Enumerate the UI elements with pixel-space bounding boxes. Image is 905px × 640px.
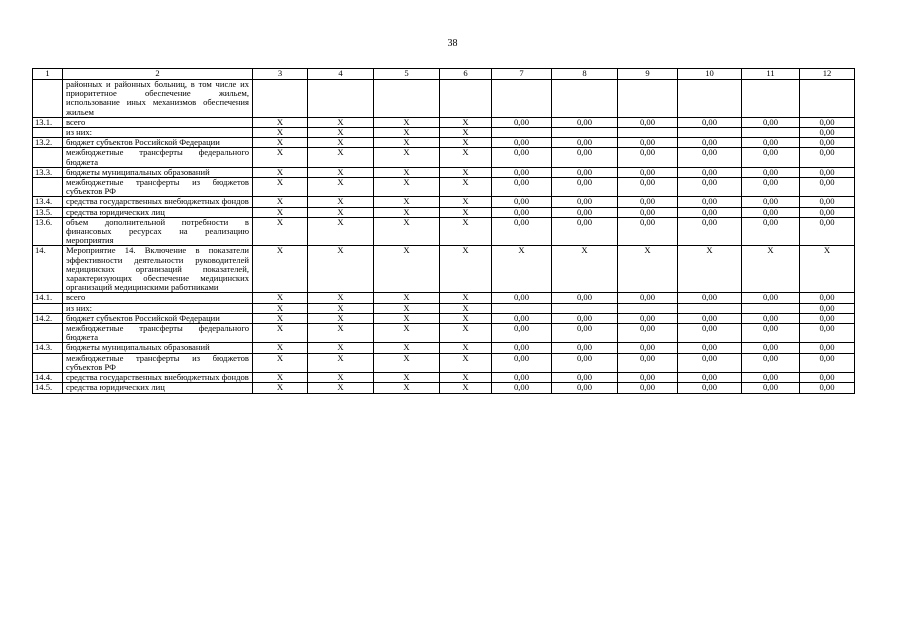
row-description: бюджет субъектов Российской Федерации [63,138,253,148]
table-cell: X [308,128,374,138]
table-cell: 0,00 [678,117,742,127]
table-cell: X [253,117,308,127]
table-cell: X [374,167,440,177]
row-number: 13.2. [33,138,63,148]
table-row [33,207,855,217]
table-cell: X [618,246,678,293]
table-cell [618,303,678,313]
table-cell: 0,00 [742,383,800,393]
table-cell: 0,00 [618,293,678,303]
table-cell: X [374,217,440,246]
table-cell: 0,00 [552,313,618,323]
table-cell: X [440,178,492,197]
table-cell: X [374,373,440,383]
table-cell: 0,00 [618,197,678,207]
table-cell: 0,00 [678,197,742,207]
table-row [33,303,855,313]
table-cell: X [440,353,492,372]
table-cell: X [253,343,308,353]
table-row [33,246,855,293]
table-cell: X [440,197,492,207]
table-cell: X [440,313,492,323]
table-cell: 0,00 [742,167,800,177]
table-cell: 0,00 [492,138,552,148]
table-cell: 0,00 [800,178,855,197]
table-cell: 0,00 [800,167,855,177]
table-cell: 0,00 [742,138,800,148]
column-header: 3 [253,69,308,80]
table-cell: X [253,148,308,167]
table-cell: 0,00 [800,197,855,207]
table-cell: 0,00 [800,353,855,372]
column-header: 2 [63,69,253,80]
row-description: средства государственных внебюджетных фондов [63,373,253,383]
table-row [33,128,855,138]
table-cell: X [800,246,855,293]
table-cell: 0,00 [678,383,742,393]
table-cell: X [253,138,308,148]
table-cell: 0,00 [618,138,678,148]
column-header: 4 [308,69,374,80]
table-cell: 0,00 [742,324,800,343]
table-cell: 0,00 [742,197,800,207]
table-cell: 0,00 [678,343,742,353]
table-cell: X [308,178,374,197]
row-description: бюджеты муниципальных образований [63,343,253,353]
table-cell: 0,00 [552,197,618,207]
table-cell: 0,00 [742,117,800,127]
table-row [33,313,855,323]
table-cell [552,80,618,118]
table-cell: X [308,324,374,343]
table-cell [742,80,800,118]
table-cell: X [552,246,618,293]
row-description: из них: [63,128,253,138]
table-cell: X [374,138,440,148]
table-cell: 0,00 [552,383,618,393]
table-cell: 0,00 [552,117,618,127]
table-cell: 0,00 [552,138,618,148]
table-cell: 0,00 [800,324,855,343]
table-cell: 0,00 [742,373,800,383]
table-cell: 0,00 [618,373,678,383]
table-cell: 0,00 [492,117,552,127]
table-cell: 0,00 [678,313,742,323]
table-cell: 0,00 [678,207,742,217]
table-header-row [33,69,855,80]
column-header: 9 [618,69,678,80]
table-cell: 0,00 [552,324,618,343]
column-header: 8 [552,69,618,80]
table-cell: X [374,324,440,343]
table-row [33,197,855,207]
column-header: 11 [742,69,800,80]
table-cell [678,80,742,118]
table-cell [678,303,742,313]
table-cell: X [308,373,374,383]
table-cell [253,80,308,118]
page-number: 38 [447,38,458,49]
row-description: средства юридических лиц [63,207,253,217]
table-cell: 0,00 [800,373,855,383]
table-cell: 0,00 [618,217,678,246]
table-cell [742,303,800,313]
table-cell [552,303,618,313]
table-cell: 0,00 [492,373,552,383]
table-cell: X [308,313,374,323]
table-cell: 0,00 [618,324,678,343]
table-cell: 0,00 [492,167,552,177]
table-cell [552,128,618,138]
table-cell: X [253,167,308,177]
row-number [33,353,63,372]
table-cell: 0,00 [618,313,678,323]
table-cell: 0,00 [742,178,800,197]
table-cell: 0,00 [678,178,742,197]
row-description: средства юридических лиц [63,383,253,393]
row-number: 13.3. [33,167,63,177]
table-cell: 0,00 [492,353,552,372]
table-cell [492,303,552,313]
table-cell: X [374,353,440,372]
table-cell: X [308,138,374,148]
column-header: 1 [33,69,63,80]
table-cell: 0,00 [678,138,742,148]
column-header: 6 [440,69,492,80]
row-number: 14.1. [33,293,63,303]
table-cell: X [308,117,374,127]
table-cell: X [308,246,374,293]
row-number [33,303,63,313]
table-cell [678,128,742,138]
table-cell: X [253,353,308,372]
table-cell: X [374,128,440,138]
row-number [33,80,63,118]
table-cell: 0,00 [618,343,678,353]
table-cell: X [440,383,492,393]
table-cell: X [253,197,308,207]
table-cell: 0,00 [492,178,552,197]
table-cell: 0,00 [742,293,800,303]
table-row [33,293,855,303]
table-cell: 0,00 [492,293,552,303]
table-cell: X [253,303,308,313]
table-cell: 0,00 [742,313,800,323]
table-cell: X [253,128,308,138]
table-cell: 0,00 [492,217,552,246]
table-cell [440,80,492,118]
table-row [33,148,855,167]
row-description: межбюджетные трансферты из бюджетов субъектов РФ [63,178,253,197]
table-cell: X [742,246,800,293]
table-row [33,117,855,127]
row-description: межбюджетные трансферты федерального бюджета [63,324,253,343]
row-description: районных и районных больниц, в том числе их приоритетное обеспечение жильем, использование иных механизмов обеспечения жильем [63,80,253,118]
row-number [33,324,63,343]
table-cell: X [440,324,492,343]
row-description: бюджеты муниципальных образований [63,167,253,177]
row-description: объем дополнительной потребности в финансовых ресурсах на реализацию мероприятия [63,217,253,246]
table-cell: X [308,383,374,393]
table-cell: 0,00 [492,313,552,323]
table-cell: 0,00 [618,207,678,217]
table-cell: X [308,197,374,207]
table-cell: X [308,343,374,353]
table-row [33,343,855,353]
table-cell: X [440,128,492,138]
table-cell: 0,00 [492,197,552,207]
row-number: 14. [33,246,63,293]
table-cell: X [374,207,440,217]
row-number [33,148,63,167]
table-cell: 0,00 [552,178,618,197]
row-number: 14.4. [33,373,63,383]
table-cell: 0,00 [800,343,855,353]
table-cell: 0,00 [552,373,618,383]
table-cell: X [440,148,492,167]
table-cell [618,80,678,118]
row-number: 13.6. [33,217,63,246]
table-cell: 0,00 [800,148,855,167]
table-cell: 0,00 [618,178,678,197]
table-cell: X [253,373,308,383]
table-cell: X [253,217,308,246]
row-number: 14.2. [33,313,63,323]
table-cell: X [374,148,440,167]
table-cell: X [440,373,492,383]
table-cell: 0,00 [552,207,618,217]
table-cell: 0,00 [800,128,855,138]
table-cell: X [253,293,308,303]
table-row [33,138,855,148]
table-row [33,373,855,383]
table-row [33,217,855,246]
table-cell: 0,00 [492,324,552,343]
table-cell: X [253,246,308,293]
table-cell: 0,00 [492,207,552,217]
table-cell: 0,00 [552,293,618,303]
table-cell: X [308,207,374,217]
row-description: средства государственных внебюджетных фондов [63,197,253,207]
table-cell: X [253,313,308,323]
table-cell: X [253,324,308,343]
table-cell: 0,00 [800,207,855,217]
table-cell: X [440,117,492,127]
table-cell: X [374,303,440,313]
table-cell: 0,00 [552,167,618,177]
table-row [33,383,855,393]
table-cell: X [374,313,440,323]
table-cell: X [374,383,440,393]
table-cell: X [253,207,308,217]
table-cell: 0,00 [800,217,855,246]
table-cell [492,128,552,138]
table-cell: X [308,353,374,372]
row-description: бюджет субъектов Российской Федерации [63,313,253,323]
table-cell [308,80,374,118]
table-cell: X [492,246,552,293]
table-cell: X [440,303,492,313]
table-row [33,178,855,197]
table-cell: X [253,178,308,197]
table-cell: 0,00 [552,148,618,167]
row-number: 13.4. [33,197,63,207]
table-cell: X [440,293,492,303]
column-header: 12 [800,69,855,80]
table-cell [618,128,678,138]
row-number [33,128,63,138]
table-cell [800,80,855,118]
table-cell: 0,00 [552,343,618,353]
table-cell: X [308,293,374,303]
table-cell: 0,00 [618,148,678,167]
table-cell: X [374,117,440,127]
table-cell: 0,00 [800,383,855,393]
table-cell: 0,00 [678,373,742,383]
table-cell: 0,00 [742,353,800,372]
row-description: межбюджетные трансферты федерального бюджета [63,148,253,167]
funding-table [32,68,855,394]
table-cell: 0,00 [678,353,742,372]
row-description: всего [63,293,253,303]
table-cell: 0,00 [800,313,855,323]
table-cell: X [440,167,492,177]
table-row [33,80,855,118]
column-header: 5 [374,69,440,80]
table-cell: X [374,197,440,207]
table-cell: 0,00 [800,303,855,313]
table-cell: 0,00 [618,167,678,177]
table-cell: X [440,217,492,246]
table-row [33,324,855,343]
table-cell: 0,00 [742,343,800,353]
table-cell: X [440,207,492,217]
table-cell: 0,00 [552,353,618,372]
row-description: межбюджетные трансферты из бюджетов субъектов РФ [63,353,253,372]
table-cell: 0,00 [678,217,742,246]
table-cell: 0,00 [678,148,742,167]
table-cell: 0,00 [742,217,800,246]
table-cell: 0,00 [800,117,855,127]
table-cell: 0,00 [800,138,855,148]
table-cell: X [374,293,440,303]
table-cell: 0,00 [678,324,742,343]
table-cell: 0,00 [742,148,800,167]
table-cell: X [440,343,492,353]
table-cell [374,80,440,118]
row-number: 13.1. [33,117,63,127]
table-cell: X [374,178,440,197]
table-cell: 0,00 [678,293,742,303]
table-cell: 0,00 [800,293,855,303]
table-cell: X [440,138,492,148]
row-number: 14.5. [33,383,63,393]
column-header: 10 [678,69,742,80]
table-cell: X [374,246,440,293]
table-cell: X [308,148,374,167]
table-cell: X [253,383,308,393]
table-cell: X [374,343,440,353]
table-cell: X [308,217,374,246]
table-cell: 0,00 [618,117,678,127]
table-cell: X [308,303,374,313]
row-description: всего [63,117,253,127]
table-cell: 0,00 [618,353,678,372]
table-cell: 0,00 [492,148,552,167]
table-row [33,167,855,177]
table-cell [492,80,552,118]
row-description: из них: [63,303,253,313]
table-cell: 0,00 [742,207,800,217]
table-cell [742,128,800,138]
table-cell: 0,00 [492,343,552,353]
column-header: 7 [492,69,552,80]
table-cell: 0,00 [678,167,742,177]
table-cell: 0,00 [492,383,552,393]
table-cell: 0,00 [552,217,618,246]
row-number [33,178,63,197]
row-number: 13.5. [33,207,63,217]
table-row [33,353,855,372]
row-description: Мероприятие 14. Включение в показатели эффективности деятельности руководителей медицинских организаций показателей, характеризующих обеспечение медицинских организаций медицинскими работниками [63,246,253,293]
table-cell: X [678,246,742,293]
row-number: 14.3. [33,343,63,353]
table-cell: 0,00 [618,383,678,393]
table-cell: X [440,246,492,293]
table-cell: X [308,167,374,177]
